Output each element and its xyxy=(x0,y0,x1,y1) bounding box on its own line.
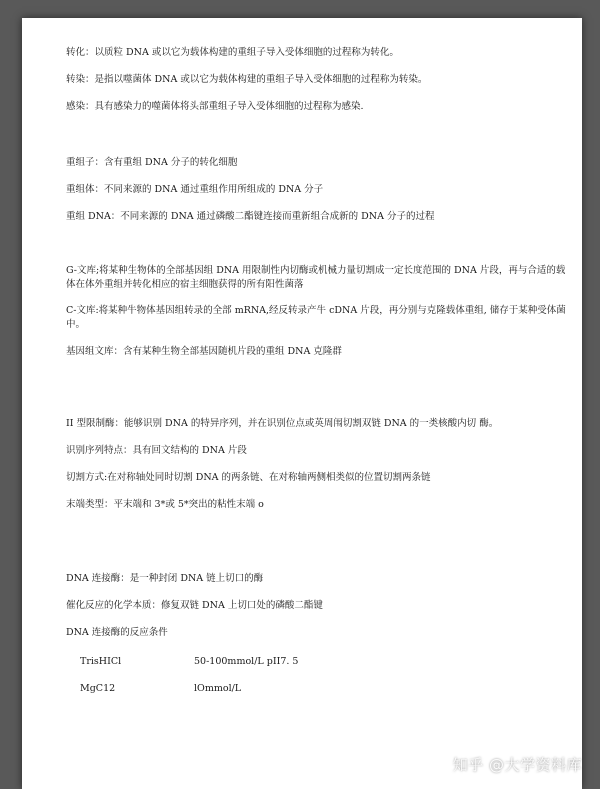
paragraph-g-library: G-文库;将某种生物体的全部基因组 DNA 用限制性内切酶或机械力量切割成一定长度范围的 DNA 片段，再与合适的载体在体外重组并转化相应的宿主细胞获得的所有阳性菌落 xyxy=(66,265,566,290)
paragraph-c-library: C-文库:将某种牛物体基因组转录的全部 mRNA,经反转录产牛 cDNA 片段，再分别与克隆载体重组, 储存于某种受体菌中。 xyxy=(66,305,566,330)
paragraph-transformation: 转化：以质粒 DNA 或以它为载体构建的重组子导入受体细胞的过程称为转化。 xyxy=(66,47,399,58)
reagent-name: MgC12 xyxy=(80,683,116,694)
document-content xyxy=(66,46,566,696)
paragraph-end-type: 末端类型：平末端和 3*或 5*突出的粘性末端 o xyxy=(66,499,264,510)
paragraph-recombinant-body: 重组体：不同来源的 DNA 通过重组作用所组成的 DNA 分子 xyxy=(66,184,324,195)
paragraph-recombinant-dna: 重组 DNA：不同来源的 DNA 通过磷酸二酯键连接而重新组合成新的 DNA 分子的过程 xyxy=(66,211,435,222)
paragraph-conditions: DNA 连接酶的反应条件 xyxy=(66,627,168,638)
paragraph-transfection: 转染：是指以噬菌体 DNA 或以它为载体构建的重组子导入受体细胞的过程称为转染。 xyxy=(66,74,428,85)
paragraph-type-ii-enzyme: II 型限制酶：能够识别 DNA 的特异序列，并在识别位点或英周闱切割双链 DNA 的一类核酸内切 酶。 xyxy=(66,418,499,429)
paragraph-recognition: 识别序列特点：具有回文结构的 DNA 片段 xyxy=(66,445,247,456)
conditions-table xyxy=(66,655,566,696)
watermark: 知乎 @大学资料库 xyxy=(452,756,582,774)
paragraph-recombinant: 重组子：含有重组 DNA 分子的转化细胞 xyxy=(66,157,238,168)
reagent-name: TrisHICl xyxy=(80,656,122,667)
table-row xyxy=(66,682,566,696)
paragraph-infection: 感染：具有感染力的噬菌体将头部重组子导入受体细胞的过程称为感染. xyxy=(66,101,364,112)
reagent-amount: 50-100mmol/L pII7. 5 xyxy=(194,656,299,667)
document-page xyxy=(22,18,582,789)
paragraph-catalysis: 催化反应的化学本质：修复双链 DNA 上切口处的磷酸二酯键 xyxy=(66,600,323,611)
paragraph-cut-method: 切割方式:在对称轴处同时切割 DNA 的两条链、在对称轴两侧相类似的位置切割两条链 xyxy=(66,472,431,483)
reagent-amount: lOmmol/L xyxy=(194,683,242,694)
paragraph-genomic-library: 基因组文库：含有某种生物全部基因随机片段的重组 DNA 克隆群 xyxy=(66,346,342,357)
paragraph-ligase: DNA 连接酶：是一种封闭 DNA 链上切口的酶 xyxy=(66,573,264,584)
table-row xyxy=(66,655,566,669)
